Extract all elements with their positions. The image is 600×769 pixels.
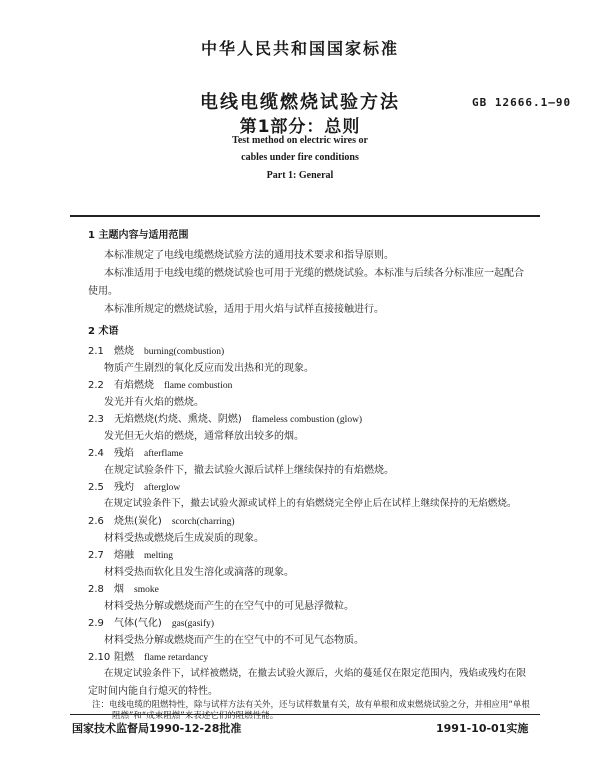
- term-definition: 发光但无火焰的燃烧，通常释放出较多的烟。: [104, 431, 304, 442]
- term-chinese: 无焰燃烧(灼烧、熏烧、阴燃): [114, 414, 242, 425]
- term-english: burning(combustion): [144, 347, 225, 357]
- english-part-title: Part 1: General: [266, 170, 334, 181]
- term-definition-cont: 定时间内能自行熄灭的特性。: [88, 686, 218, 697]
- term-definition: 在规定试验条件下，撤去试验火源或试样上的有焰燃烧完全停止后在试样上继续保持的无焰燃烧。: [104, 498, 517, 509]
- term-heading: [88, 512, 235, 527]
- section-1-paragraph-1: 本标准规定了电线电缆燃烧试验方法的通用技术要求和指导原则。: [104, 250, 394, 261]
- term-number: 2.8: [88, 584, 104, 595]
- term-number: 2.7: [88, 550, 104, 561]
- term-number: 2.10: [88, 652, 111, 663]
- term-chinese: 残灼: [114, 482, 134, 493]
- term-chinese: 熔融: [114, 550, 134, 561]
- term-definition: 发光并有火焰的燃烧。: [104, 397, 204, 408]
- term-definition: 在规定试验条件下，撤去试验火源后试样上继续保持的有焰燃烧。: [104, 465, 394, 476]
- section-1-paragraph-3: 本标准所规定的燃烧试验，适用于用火焰与试样直接接触进行。: [104, 304, 384, 315]
- term-number: 2.9: [88, 618, 104, 629]
- term-heading: [88, 376, 232, 391]
- term-number: 2.4: [88, 448, 104, 459]
- term-number: 2.3: [88, 414, 104, 425]
- term-chinese: 烟: [114, 584, 124, 595]
- section-1-heading: 1 主题内容与适用范围: [88, 230, 189, 241]
- section-2-heading: 2 术语: [88, 326, 119, 337]
- term-english: smoke: [134, 585, 159, 595]
- note-line-2: 阻燃”和“成束阻燃”来表述它们的阻燃性能。: [112, 711, 279, 721]
- term-english: flame combustion: [164, 381, 233, 391]
- term-chinese: 残焰: [114, 448, 134, 459]
- term-heading: [88, 342, 224, 357]
- term-chinese: 有焰燃烧: [114, 380, 154, 391]
- term-number: 2.1: [88, 346, 104, 357]
- term-heading: [88, 648, 208, 663]
- term-definition: 材料受热分解或燃烧而产生的在空气中的可见悬浮微粒。: [104, 601, 354, 612]
- term-number: 2.6: [88, 516, 104, 527]
- term-english: afterflame: [144, 449, 184, 459]
- term-english: flameless combustion (glow): [251, 415, 363, 425]
- section-1-paragraph-2: 本标准适用于电线电缆的燃烧试验也可用于光缆的燃烧试验。本标准与后续各分标准应一起配合: [104, 268, 524, 279]
- term-heading: [88, 478, 180, 493]
- standard-nation-heading: 中华人民共和国国家标准: [200, 39, 399, 58]
- term-english: scorch(charring): [171, 517, 235, 527]
- term-definition: 材料受热分解或燃烧而产生的在空气中的不可见气态物质。: [104, 635, 364, 646]
- standard-code: GB 12666.1—90: [472, 96, 572, 109]
- term-heading: [88, 580, 159, 595]
- term-heading: [88, 410, 362, 425]
- term-chinese: 烧焦(炭化): [114, 516, 162, 527]
- term-definition: 材料受热而软化且发生溶化或滴落的现象。: [104, 567, 294, 578]
- term-chinese: 气体(气化): [114, 618, 162, 629]
- term-chinese: 阻燃: [114, 652, 134, 663]
- term-english: gas(gasify): [171, 619, 215, 629]
- english-title-line-2: cables under fire conditions: [241, 152, 359, 163]
- header-divider: [70, 215, 540, 217]
- document-title: 电线电缆燃烧试验方法: [200, 92, 400, 113]
- document-subtitle: 第1部分：总则: [239, 117, 361, 137]
- footer-divider: [70, 714, 540, 715]
- term-english: afterglow: [144, 483, 181, 493]
- term-definition: 材料受热或燃烧后生成炭质的现象。: [104, 533, 264, 544]
- term-chinese: 燃烧: [114, 346, 134, 357]
- term-number: 2.5: [88, 482, 104, 493]
- section-1-paragraph-2-cont: 使用。: [88, 286, 118, 297]
- term-heading: [88, 546, 173, 561]
- term-heading: [88, 444, 183, 459]
- note-line-1: 注：电线电缆的阻燃特性，除与试样方法有关外，还与试样数量有关，故有单根和成束燃烧试验之分，并相应用“单根: [92, 700, 530, 710]
- approval-info: 国家技术监督局1990-12-28批准: [72, 722, 242, 735]
- term-english: flame retardancy: [144, 653, 209, 663]
- term-definition: 物质产生剧烈的氧化反应而发出热和光的现象。: [104, 363, 314, 374]
- term-number: 2.2: [88, 380, 104, 391]
- term-heading: [88, 614, 214, 629]
- english-title-line-1: Test method on electric wires or: [232, 135, 368, 146]
- term-english: melting: [144, 551, 174, 561]
- term-definition: 在规定试验条件下，试样被燃烧，在撤去试验火源后，火焰的蔓延仅在限定范围内，残焰或残灼在限: [104, 668, 527, 679]
- implementation-date: 1991-10-01实施: [436, 722, 529, 735]
